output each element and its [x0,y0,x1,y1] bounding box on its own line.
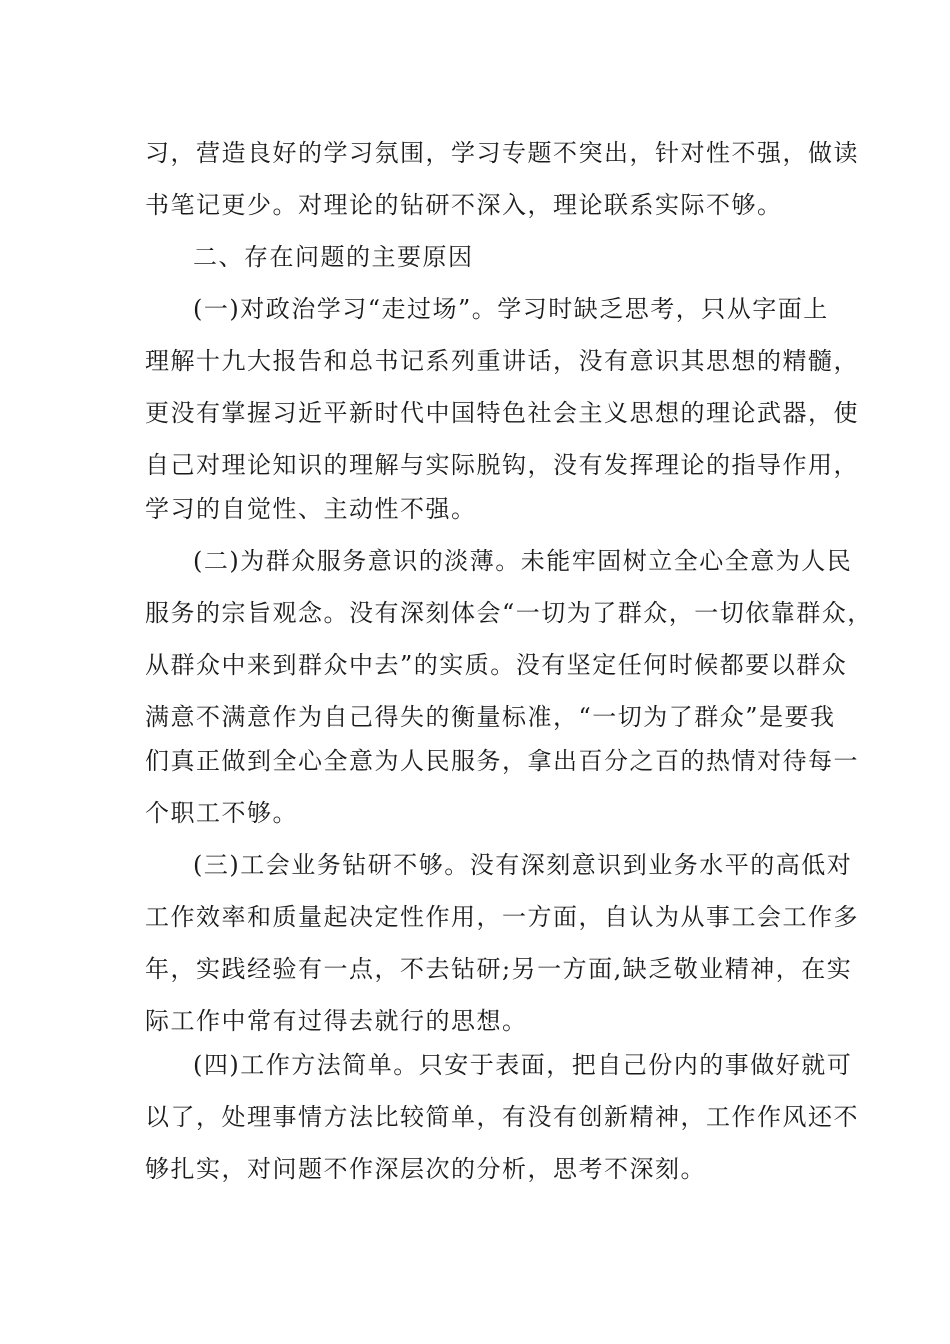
paragraph-line: 们真正做到全心全意为人民服务，拿出百分之百的热情对待每一 [145,747,859,775]
paragraph-line: 际工作中常有过得去就行的思想。 [145,1007,528,1035]
paragraph-line: (四)工作方法简单。只安于表面，把自己份内的事做好就可 [193,1051,853,1079]
paragraph-line: 够扎实，对问题不作深层次的分析，思考不深刻。 [145,1155,706,1183]
paragraph-line: (三)工会业务钻研不够。没有深刻意识到业务水平的高低对 [193,851,853,879]
paragraph-line: (二)为群众服务意识的淡薄。未能牢固树立全心全意为人民 [193,547,853,575]
paragraph-line: (一)对政治学习“走过场”。学习时缺乏思考，只从字面上 [193,295,829,323]
paragraph-line: 书笔记更少。对理论的钻研不深入，理论联系实际不够。 [145,191,783,219]
paragraph-line: 工作效率和质量起决定性作用，一方面，自认为从事工会工作多 [145,903,859,931]
paragraph-line: 从群众中来到群众中去”的实质。没有坚定任何时候都要以群众 [145,651,848,679]
paragraph-line: 更没有掌握习近平新时代中国特色社会主义思想的理论武器，使 [145,399,859,427]
paragraph-line: 自己对理论知识的理解与实际脱钩，没有发挥理论的指导作用， [145,451,859,479]
section-heading: 二、存在问题的主要原因 [193,243,474,271]
paragraph-line: 年，实践经验有一点，不去钻研;另一方面,缺乏敬业精神，在实 [145,955,853,983]
paragraph-line: 以了，处理事情方法比较简单，有没有创新精神，工作作风还不 [145,1103,859,1131]
paragraph-line: 理解十九大报告和总书记系列重讲话，没有意识其思想的精髓， [145,347,859,375]
paragraph-line: 习，营造良好的学习氛围，学习专题不突出，针对性不强，做读 [145,139,859,167]
paragraph-line: 个职工不够。 [145,799,298,827]
paragraph-line: 服务的宗旨观念。没有深刻体会“一切为了群众，一切依靠群众， [145,599,873,627]
paragraph-line: 满意不满意作为自己得失的衡量标准，“一切为了群众”是要我 [145,703,836,731]
paragraph-line: 学习的自觉性、主动性不强。 [145,495,477,523]
